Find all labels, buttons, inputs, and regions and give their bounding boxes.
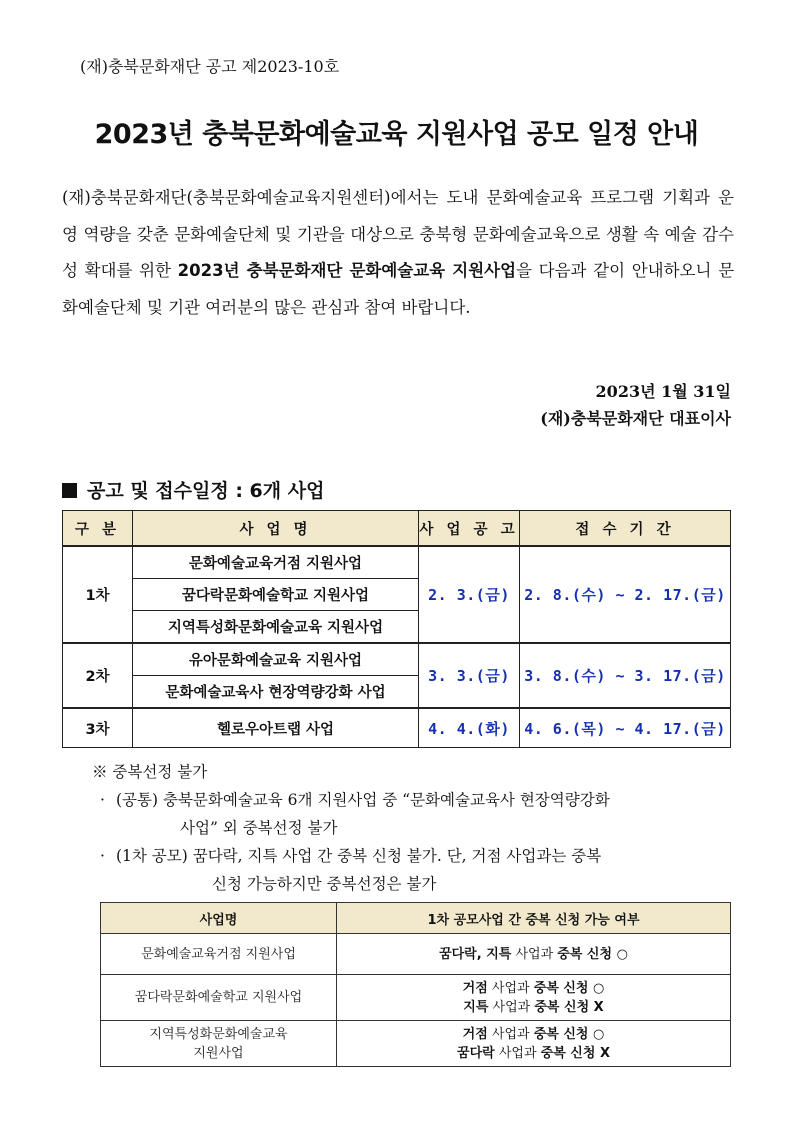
table-row <box>63 708 731 748</box>
note-text-continued: 신청 가능하지만 중복선정은 불가 <box>212 875 437 893</box>
section-heading <box>62 476 324 503</box>
table-row <box>101 934 731 975</box>
dup-header-program: 사업명 <box>101 903 337 934</box>
target-program: 꿈다락 <box>457 1045 495 1061</box>
connector-text: 사업과 <box>494 1045 541 1061</box>
dup-header-row <box>101 903 731 934</box>
header-program: 사 업 명 <box>133 511 419 547</box>
dup-availability-cell <box>337 975 731 1021</box>
connector-text: 사업과 <box>488 999 535 1015</box>
announce-date: 4. 4.(화) <box>419 708 520 748</box>
availability-status: 중복 신청 ○ <box>533 980 605 996</box>
availability-line <box>337 1044 730 1063</box>
announce-date: 2. 3.(금) <box>419 546 520 643</box>
connector-text: 사업과 <box>487 980 534 996</box>
target-program: 꿈다락, 지특 <box>439 946 512 962</box>
note-text-continued: 사업” 외 중복선정 불가 <box>180 819 338 837</box>
bullet-dot: · <box>100 791 105 809</box>
note-text: (1차 공모) 꿈다락, 지특 사업 간 중복 신청 불가. 단, 거점 사업과는 중복 <box>116 847 602 865</box>
availability-line <box>337 979 730 998</box>
header-period: 접 수 기 간 <box>520 511 731 547</box>
notice-date: 2023년 1월 31일 <box>595 382 731 401</box>
connector-text: 사업과 <box>511 946 558 962</box>
bullet-dot: · <box>100 847 105 865</box>
header-round: 구 분 <box>63 511 133 547</box>
notes-heading: ※ 중복선정 불가 <box>92 763 208 781</box>
notes-block <box>62 758 730 898</box>
application-period: 4. 6.(목) ~ 4. 17.(금) <box>520 708 731 748</box>
program-cell: 문화예술교육사 현장역량강화 사업 <box>133 676 419 709</box>
announce-date: 3. 3.(금) <box>419 643 520 708</box>
program-name-line: 지원사업 <box>193 1045 244 1061</box>
table-row <box>101 1021 731 1067</box>
note-item-round1 <box>62 842 730 870</box>
program-cell: 헬로우아트랩 사업 <box>133 708 419 748</box>
target-program: 거점 <box>462 1026 488 1042</box>
availability-status: 중복 신청 ○ <box>557 946 628 962</box>
intro-text-1: (재)충북문화재단(충북문화예술교육지원센터)에서는 도내 문화예술교육 프로그램 기획과 운영 역량을 갖춘 문화예술단체 및 기관을 대상으로 충북형 문화예술교육으로 생활 속 예술 감수성 확대를 위한 <box>62 188 734 280</box>
program-name-line: 꿈다락문화예술학교 지원사업 <box>134 990 303 1005</box>
schedule-header-row <box>63 511 731 547</box>
table-row <box>63 546 731 579</box>
availability-line <box>337 998 730 1017</box>
schedule-table <box>62 510 731 748</box>
dup-header-availability: 1차 공모사업 간 중복 신청 가능 여부 <box>337 903 731 934</box>
program-cell: 꿈다락문화예술학교 지원사업 <box>133 579 419 611</box>
square-bullet-icon <box>62 483 77 498</box>
round-cell: 1차 <box>63 546 133 643</box>
header-announce: 사 업 공 고 <box>419 511 520 547</box>
round-cell: 3차 <box>63 708 133 748</box>
note-text: (공통) 충북문화예술교육 6개 지원사업 중 “문화예술교육사 현장역량강화 <box>116 791 610 809</box>
dup-availability-cell <box>337 1021 731 1067</box>
table-row <box>63 643 731 676</box>
availability-status: 중복 신청 X <box>540 1045 610 1061</box>
dup-availability-cell <box>337 934 731 975</box>
signature-block <box>540 378 731 432</box>
program-name-line: 지역특성화문화예술교육 <box>149 1026 288 1042</box>
target-program: 거점 <box>462 980 488 996</box>
availability-line <box>337 945 730 964</box>
intro-bold-program: 2023년 충북문화재단 문화예술교육 지원사업 <box>177 261 517 280</box>
issuer: (재)충북문화재단 대표이사 <box>540 409 731 428</box>
program-cell: 지역특성화문화예술교육 지원사업 <box>133 611 419 644</box>
intro-paragraph <box>62 180 734 326</box>
dup-program-cell <box>101 1021 337 1067</box>
availability-line <box>337 1025 730 1044</box>
section-title: 공고 및 접수일정 : 6개 사업 <box>87 480 325 502</box>
round-cell: 2차 <box>63 643 133 708</box>
target-program: 지특 <box>463 999 489 1015</box>
table-row <box>101 975 731 1021</box>
application-period: 3. 8.(수) ~ 3. 17.(금) <box>520 643 731 708</box>
notice-number: (재)충북문화재단 공고 제2023-10호 <box>80 57 340 76</box>
duplicate-application-table <box>100 902 731 1067</box>
connector-text: 사업과 <box>487 1026 534 1042</box>
application-period: 2. 8.(수) ~ 2. 17.(금) <box>520 546 731 643</box>
note-item-common <box>62 786 730 814</box>
availability-status: 중복 신청 ○ <box>533 1026 605 1042</box>
availability-status: 중복 신청 X <box>534 999 604 1015</box>
dup-program-cell <box>101 975 337 1021</box>
page-title: 2023년 충북문화예술교육 지원사업 공모 일정 안내 <box>94 119 699 150</box>
program-name-line: 문화예술교육거점 지원사업 <box>141 946 296 962</box>
intro-text-2: 을 다음과 같이 안내하오니 문화예술단체 및 기관 여러분의 많은 관심과 참여 바랍니다. <box>62 261 735 317</box>
program-cell: 문화예술교육거점 지원사업 <box>133 546 419 579</box>
dup-program-cell <box>101 934 337 975</box>
program-cell: 유아문화예술교육 지원사업 <box>133 643 419 676</box>
